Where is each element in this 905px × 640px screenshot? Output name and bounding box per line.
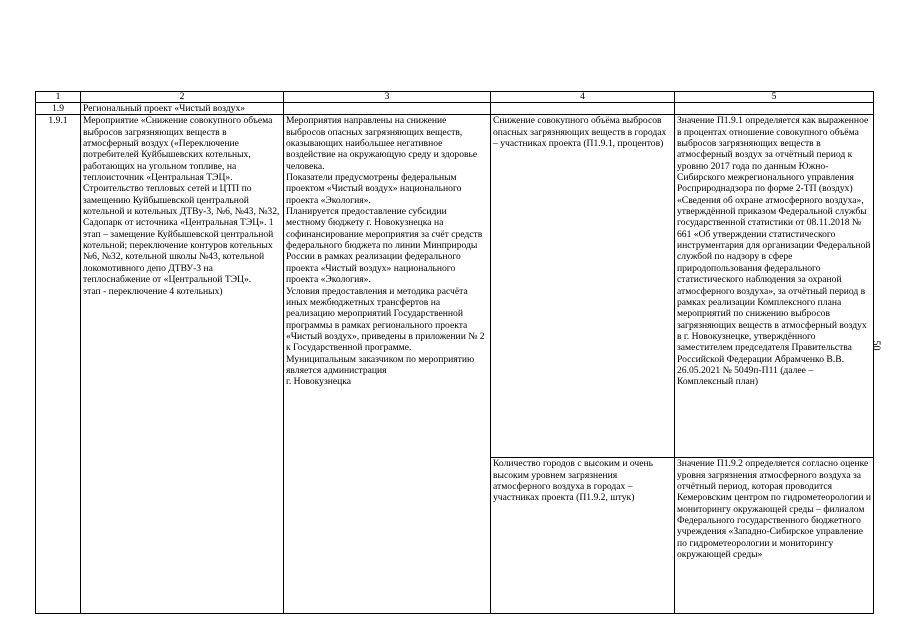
header-col-3: 3: [284, 92, 491, 103]
header-col-4: 4: [491, 92, 675, 103]
header-col-5: 5: [675, 92, 874, 103]
empty-cell: [675, 103, 874, 115]
method-cell: Значение П1.9.1 определяется как выраженное в процентах отношение совокупного объёма выбросов загрязняющих веществ в атмосферный воздух за отчётный период к уровню 2017 года по данным Южно-Сибирского межрегионального управления Росприроднадзора по форме 2-ТП (воздух) «Сведения об охране атмосферного воздуха», утверждённой приказом Федеральной службы государственной статистики от 08.11.2018 № 661 «Об утверждении статистического инструментария для организации Федеральной службой по надзору в сфере природопользования федерального статистического наблюдения за охраной атмосферного воздуха», за отчётный период в рамках реализации Комплексного плана мероприятий по снижению выбросов загрязняющих веществ в атмосферный воздух в г. Новокузнецке, утверждённого заместителем председателя Правительства Российской Федерации Абрамченко В.В. 26.05.2021 № 5049п-П11 (далее – Комплексный план): [675, 115, 874, 458]
row-number: 1.9: [36, 103, 81, 115]
program-table: [35, 91, 874, 614]
header-row: [36, 92, 874, 103]
event-description: Мероприятия направлены на снижение выбросов опасных загрязняющих веществ, оказывающих наибольшее негативное воздействие на окружающую среду и здоровье человека. Показатели предусмотрены федеральным проектом «Чистый воздух» национального проекта «Экология». Планируется предоставление субсидии местному бюджету г. Новокузнецка на софинансирование мероприятия за счёт средств федерального бюджета по линии Минприроды России в рамках реализации федерального проекта «Чистый воздух» национального проекта «Экология». Условия предоставления и методика расчёта иных межбюджетных трансфертов на реализацию мероприятий Государственной программы в рамках регионального проекта «Чистый воздух», приведены в приложении № 2 к Государственной программе. Муниципальным заказчиком по мероприятию является администрация г. Новокузнецка: [284, 115, 491, 614]
method-cell: Значение П1.9.2 определяется согласно оценке уровня загрязнения атмосферного воздуха за отчётный период, которая проводится Кемеровским центром по гидрометеорологии и мониторингу окружающей среды – филиалом Федерального государственного бюджетного учреждения «Западно-Сибирское управление по гидрометеорологии и мониторингу окружающей среды»: [675, 458, 874, 614]
indicator-cell: Количество городов с высоким и очень высоким уровнем загрязнения атмосферного воздуха в городах – участниках проекта (П1.9.2, штук): [491, 458, 675, 614]
header-col-2: 2: [81, 92, 284, 103]
table-row-1-9-1: [36, 115, 874, 458]
event-name: Мероприятие «Снижение совокупного объема выбросов загрязняющих веществ в атмосферный воздух («Переключение потребителей Куйбышевских котельных, работающих на угольном топливе, на теплоисточник «Центральная ТЭЦ». Строительство тепловых сетей и ЦТП по замещению Куйбышевской центральной котельной и котельных ДТВу-3, №6, №43, №32, Садопарк от источника «Центральная ТЭЦ». 1 этап – замещение Куйбышевской центральной котельной; переключение контуров котельных №6, №32, котельной школы №43, котельной локомотивного депо ДТВУ-3 на теплоснабжение от «Центральной ТЭЦ». этап - переключение 4 котельных): [81, 115, 284, 614]
empty-cell: [491, 103, 675, 115]
indicator-cell: Снижение совокупного объёма выбросов опасных загрязняющих веществ в городах – участниках проекта (П1.9.1, процентов): [491, 115, 675, 458]
project-title: Региональный проект «Чистый воздух»: [81, 103, 284, 115]
empty-cell: [284, 103, 491, 115]
header-col-1: 1: [36, 92, 81, 103]
table-row-1-9: [36, 103, 874, 115]
row-number: 1.9.1: [36, 115, 81, 614]
page-number: 50: [870, 340, 882, 351]
